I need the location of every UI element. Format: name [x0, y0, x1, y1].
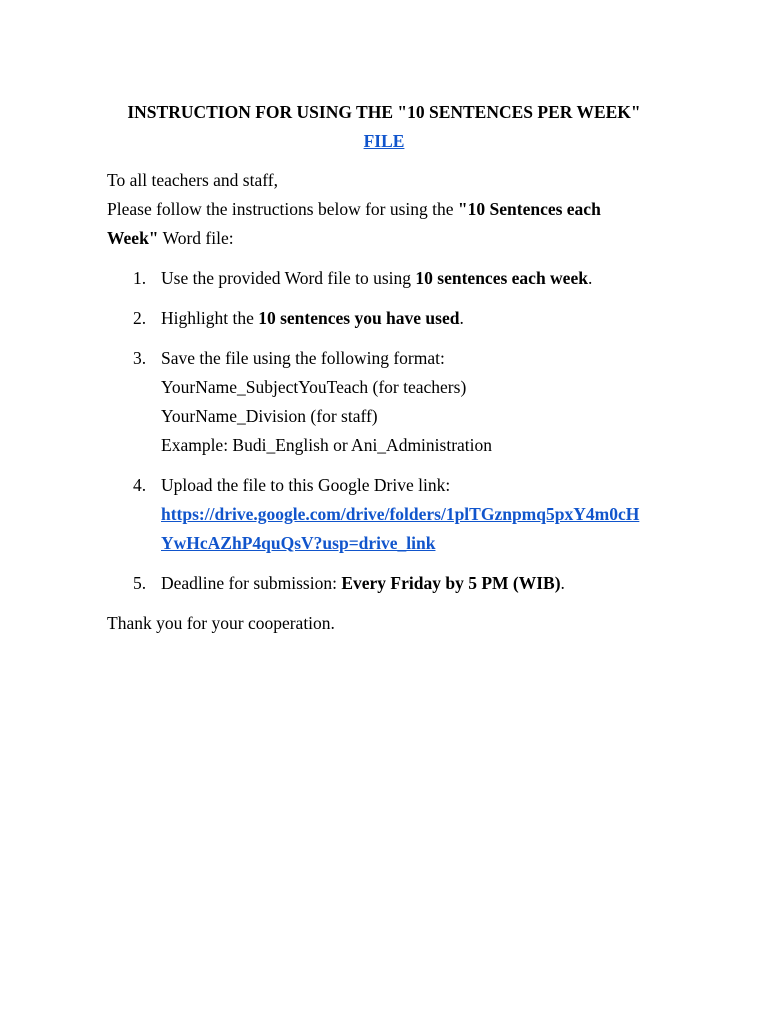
list-number: 5. — [133, 573, 147, 593]
greeting: To all teachers and staff, — [107, 170, 278, 190]
step-1-before: Use the provided Word file to using — [161, 268, 416, 288]
title-line-1: INSTRUCTION FOR USING THE "10 SENTENCES PER WEEK" — [127, 102, 641, 122]
document-title — [0, 98, 768, 156]
google-drive-link-line-1[interactable]: https://drive.google.com/drive/folders/1plTGznpmq5pxY4m0cH — [161, 504, 640, 524]
intro-before: Please follow the instructions below for using the — [107, 199, 458, 219]
google-drive-link-line-2[interactable]: YwHcAZhP4quQsV?usp=drive_link — [161, 533, 436, 553]
list-item-5 — [107, 569, 667, 598]
intro-bold-2: Week" — [107, 228, 159, 248]
step-3-line-1: Save the file using the following format: — [161, 348, 445, 368]
instruction-list — [107, 264, 667, 598]
intro-bold-1: "10 Sentences each — [457, 199, 601, 219]
list-item-3 — [107, 344, 667, 460]
closing-line: Thank you for your cooperation. — [107, 613, 335, 633]
step-3-line-3: YourName_Division (for staff) — [161, 406, 378, 426]
step-1-after: . — [587, 268, 593, 288]
step-4-text: Upload the file to this Google Drive link: — [161, 475, 451, 495]
step-2-before: Highlight the — [161, 308, 259, 328]
step-5-after: . — [560, 573, 565, 593]
step-1-bold: 10 sentences each week — [415, 268, 588, 288]
step-3-line-2: YourName_SubjectYouTeach (for teachers) — [161, 377, 467, 397]
step-2-bold: 10 sentences you have used — [258, 308, 460, 328]
step-5-bold: Every Friday by 5 PM (WIB) — [341, 573, 561, 593]
list-item-2 — [107, 304, 667, 333]
intro-paragraph — [107, 195, 667, 253]
step-2-after: . — [459, 308, 464, 328]
intro-after: Word file: — [158, 228, 234, 248]
title-file-link[interactable]: FILE — [363, 131, 405, 151]
list-item-1 — [107, 264, 667, 293]
document-body — [107, 166, 667, 638]
step-3-line-4: Example: Budi_English or Ani_Administration — [161, 435, 493, 455]
list-number: 2. — [133, 308, 147, 328]
list-number: 3. — [133, 348, 147, 368]
list-number: 1. — [133, 268, 147, 288]
list-item-4 — [107, 471, 667, 558]
list-number: 4. — [133, 475, 147, 495]
step-5-before: Deadline for submission: — [161, 573, 342, 593]
